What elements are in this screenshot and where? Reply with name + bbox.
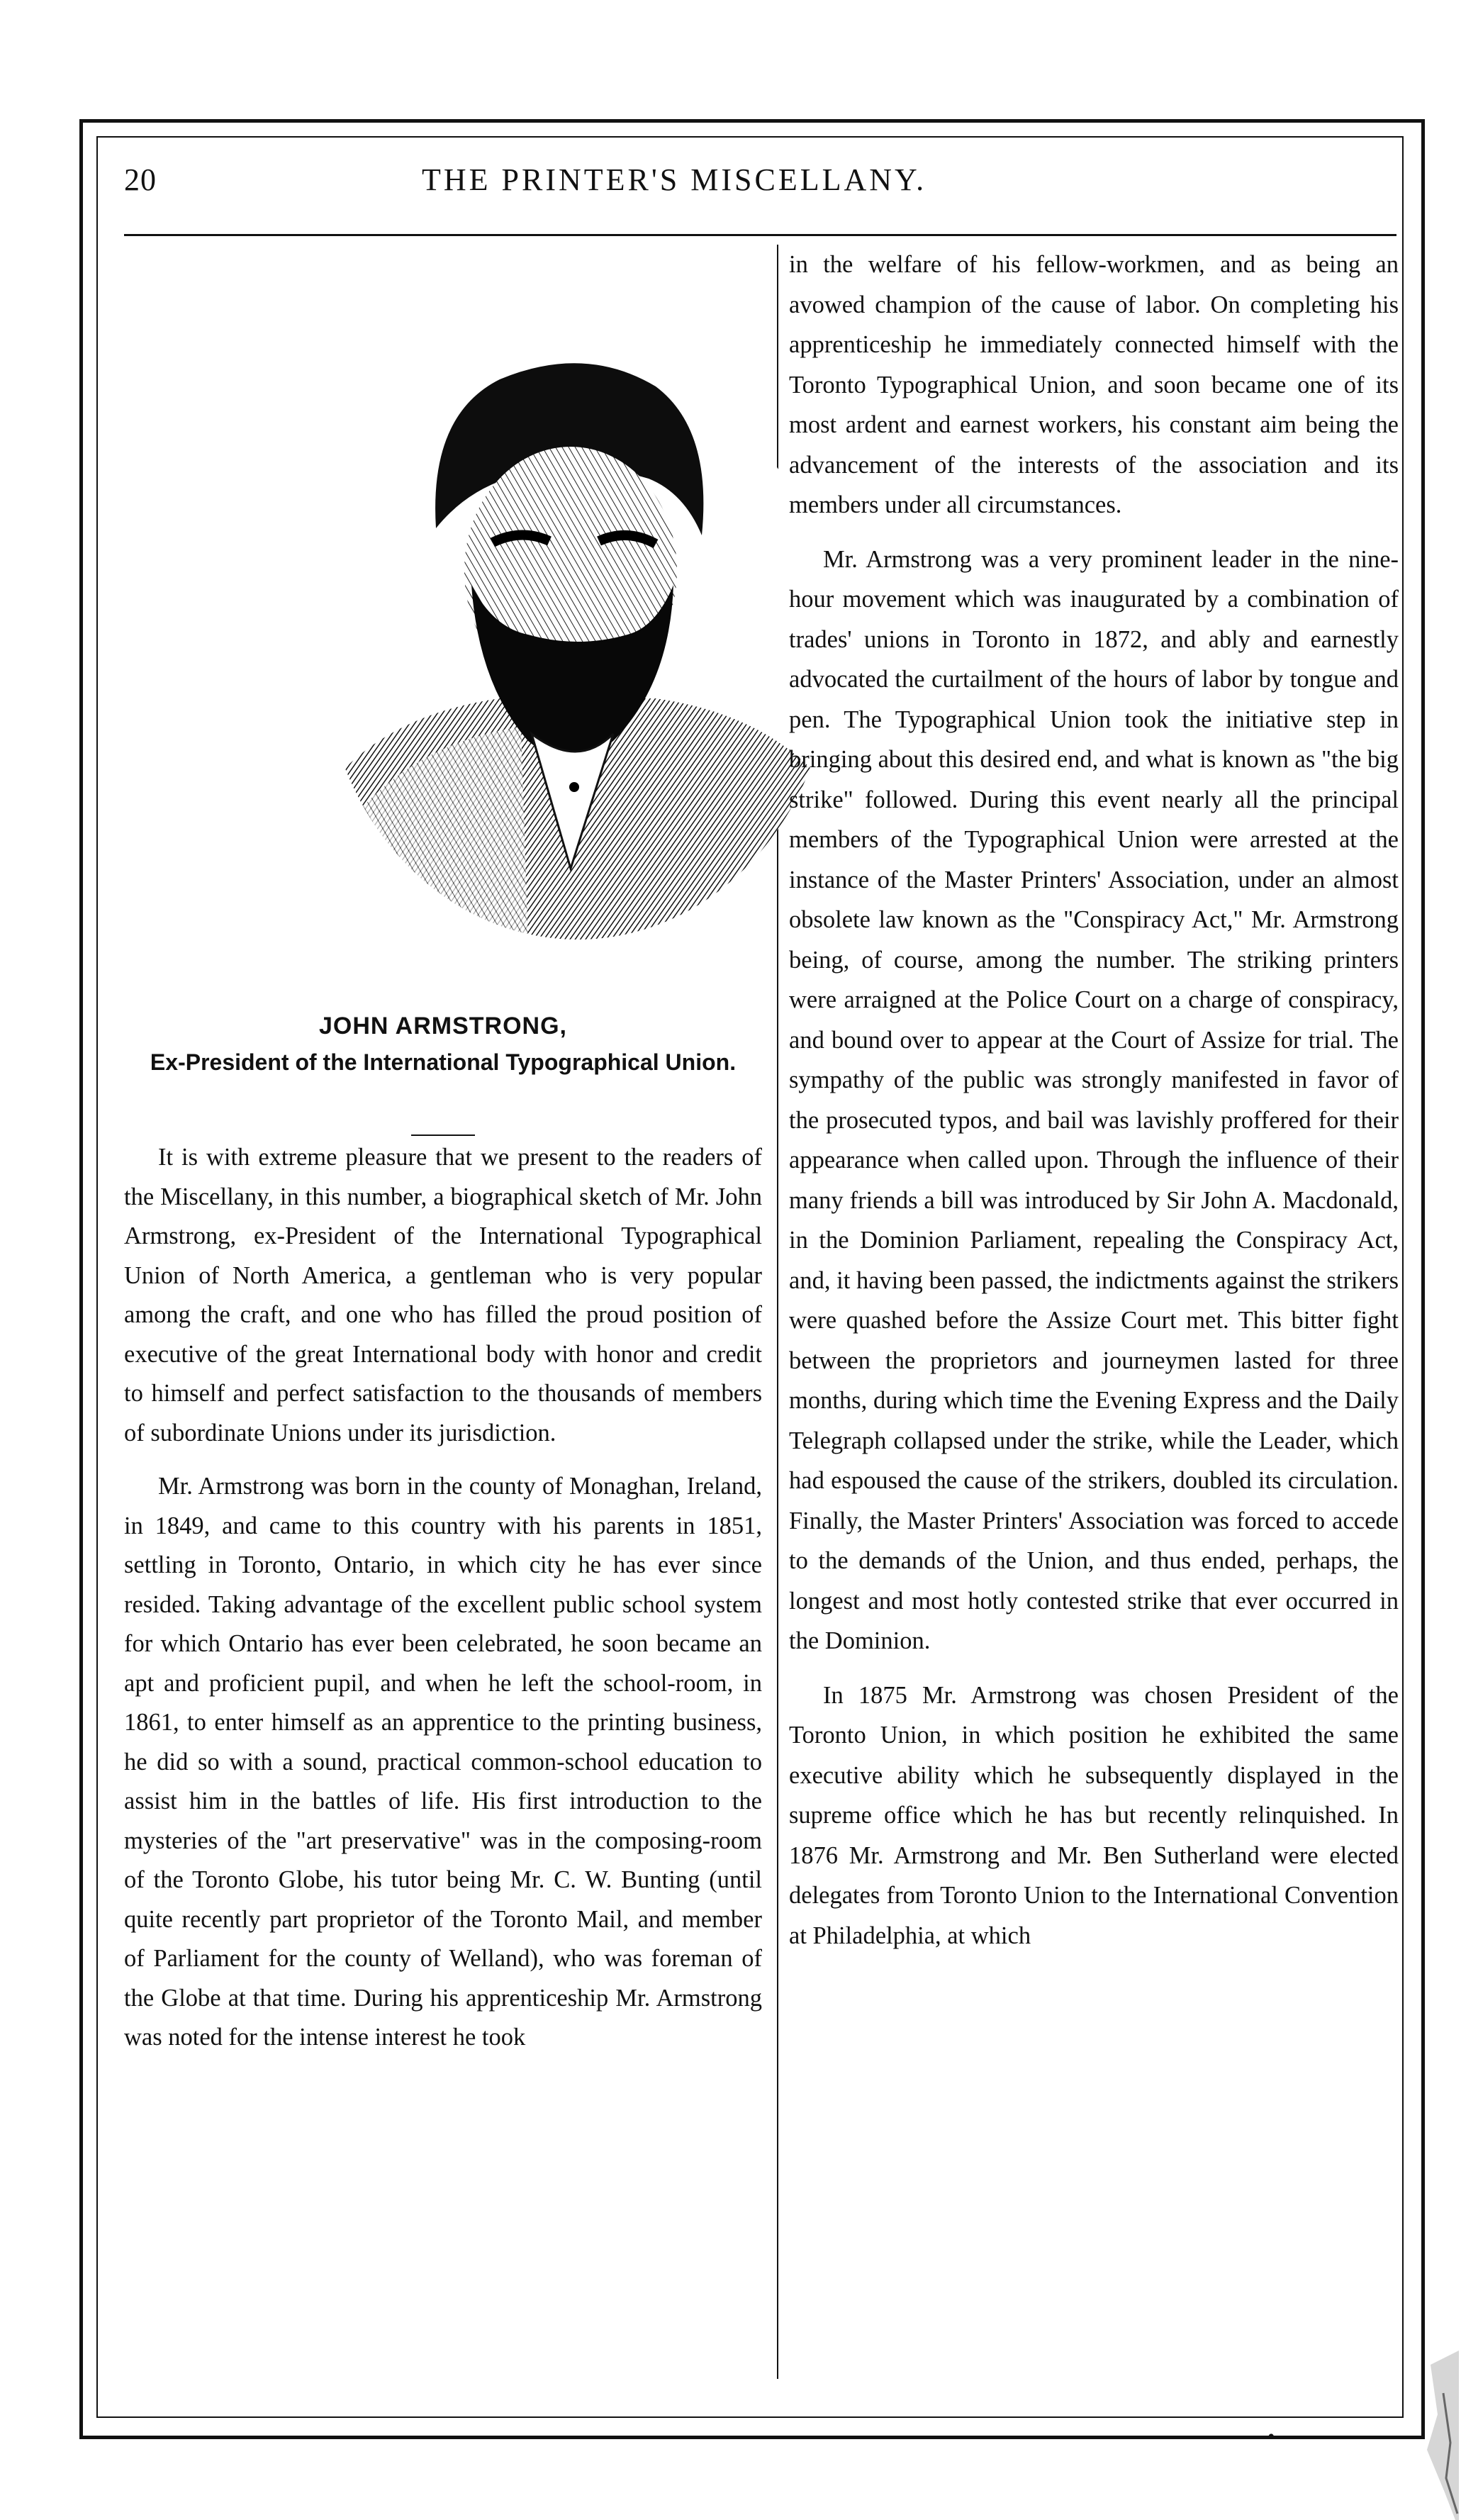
left-column — [124, 245, 762, 2379]
paragraph: In 1875 Mr. Armstrong was chosen President of the Toronto Union, in which position he exhibited the same executive ability which he subsequently displayed in the supreme office which he has but recently relinquished. In 1876 Mr. Armstrong and Mr. Ben Sutherland were elected delegates from Toronto Union to the International Convention at Philadelphia, at which — [789, 1681, 1399, 1949]
page-number: 20 — [124, 162, 157, 197]
right-column — [789, 245, 1399, 2379]
portrait-caption — [124, 1007, 762, 1079]
running-title: THE PRINTER'S MISCELLANY. — [422, 162, 927, 197]
paragraph: Mr. Armstrong was a very prominent leader in the nine-hour movement which was inaugurated by a combination of trades' unions in Toronto in 1872, and ably and earnestly advocated the curtailment of the hours of labor by tongue and pen. The Typographical Union took the initiative step in bringing about this desired end, and what is known as "the big strike" followed. During this event nearly all the principal members of the Typographical Union were arrested at the instance of the Master Printers' Association, under an almost obsolete law known as the "Conspiracy Act," Mr. Armstrong being, of course, among the number. The striking printers were arraigned at the Police Court on a charge of conspiracy, and bound over to appear at the Court of Assize for trial. The sympathy of the public was strongly manifested in favor of the prosecuted typos, and bail was lavishly proffered for their appearance when called upon. Through the influence of their many friends a bill was introduced by Sir John A. Macdonald, in the Dominion Parliament, repealing the Conspiracy Act, and, it having been passed, the indictments against the strikers were quashed before the Assize Court met. This bitter fight between the proprietors and journeymen lasted for three months, during which time the Evening Express and the Daily Telegraph collapsed under the strike, while the Leader, which had espoused the cause of the strikers, doubled its circulation. Finally, the Master Printers' Association was forced to accede to the demands of the Union, and thus ended, perhaps, the longest and most hotly contested strike that ever occurred in the Dominion. — [789, 545, 1399, 1654]
right-column-text — [789, 245, 1399, 1956]
left-column-text — [124, 1138, 762, 2058]
header-rule — [124, 234, 1396, 236]
paragraph: in the welfare of his fellow-workmen, and as being an avowed champion of the cause of labor. On completing his apprenticeship he immediately connected himself with the Toronto Typographical Union, and soon became one of its most ardent and earnest workers, his constant aim being the advancement of the interests of the association and its members under all circumstances. — [789, 251, 1399, 518]
engraved-portrait-icon — [315, 316, 840, 940]
caption-title: Ex-President of the International Typographical Union. — [150, 1049, 737, 1075]
caption-rule — [411, 1134, 475, 1136]
paragraph: Mr. Armstrong was born in the county of Monaghan, Ireland, in 1849, and came to this country with his parents in 1851, settling in Toronto, Ontario, in which city he has ever since resided. Taking advantage of the excellent public school system for which Ontario has ever been celebrated, he soon became an apt and proficient pupil, and when he left the school-room, in 1861, to enter himself as an apprentice to the printing business, he did so with a sound, practical common-school education to assist him in the battles of life. His first introduction to the mysteries of the "art preservative" was in the composing-room of the Toronto Globe, his tutor being Mr. C. W. Bunting (until quite recently part proprietor of the Toronto Mail, and member of Parliament for the county of Welland), who was foreman of the Globe at that time. During his apprenticeship Mr. Armstrong was noted for the intense interest he took — [124, 1473, 762, 2051]
page-edge-stain-icon — [1388, 2351, 1459, 2520]
paragraph: It is with extreme pleasure that we present to the readers of the Miscellany, in this number, a biographical sketch of Mr. John Armstrong, ex-President of the International Typographical Union of North America, a gentleman who is very popular among the craft, and one who has filled the proud position of executive of the great International body with honor and credit to himself and perfect satisfaction to the thousands of members of subordinate Unions under its jurisdiction. — [124, 1144, 762, 1446]
page-header — [124, 162, 1272, 211]
caption-name: JOHN ARMSTRONG, — [319, 1013, 567, 1039]
footer-mark: • — [1267, 2425, 1275, 2448]
